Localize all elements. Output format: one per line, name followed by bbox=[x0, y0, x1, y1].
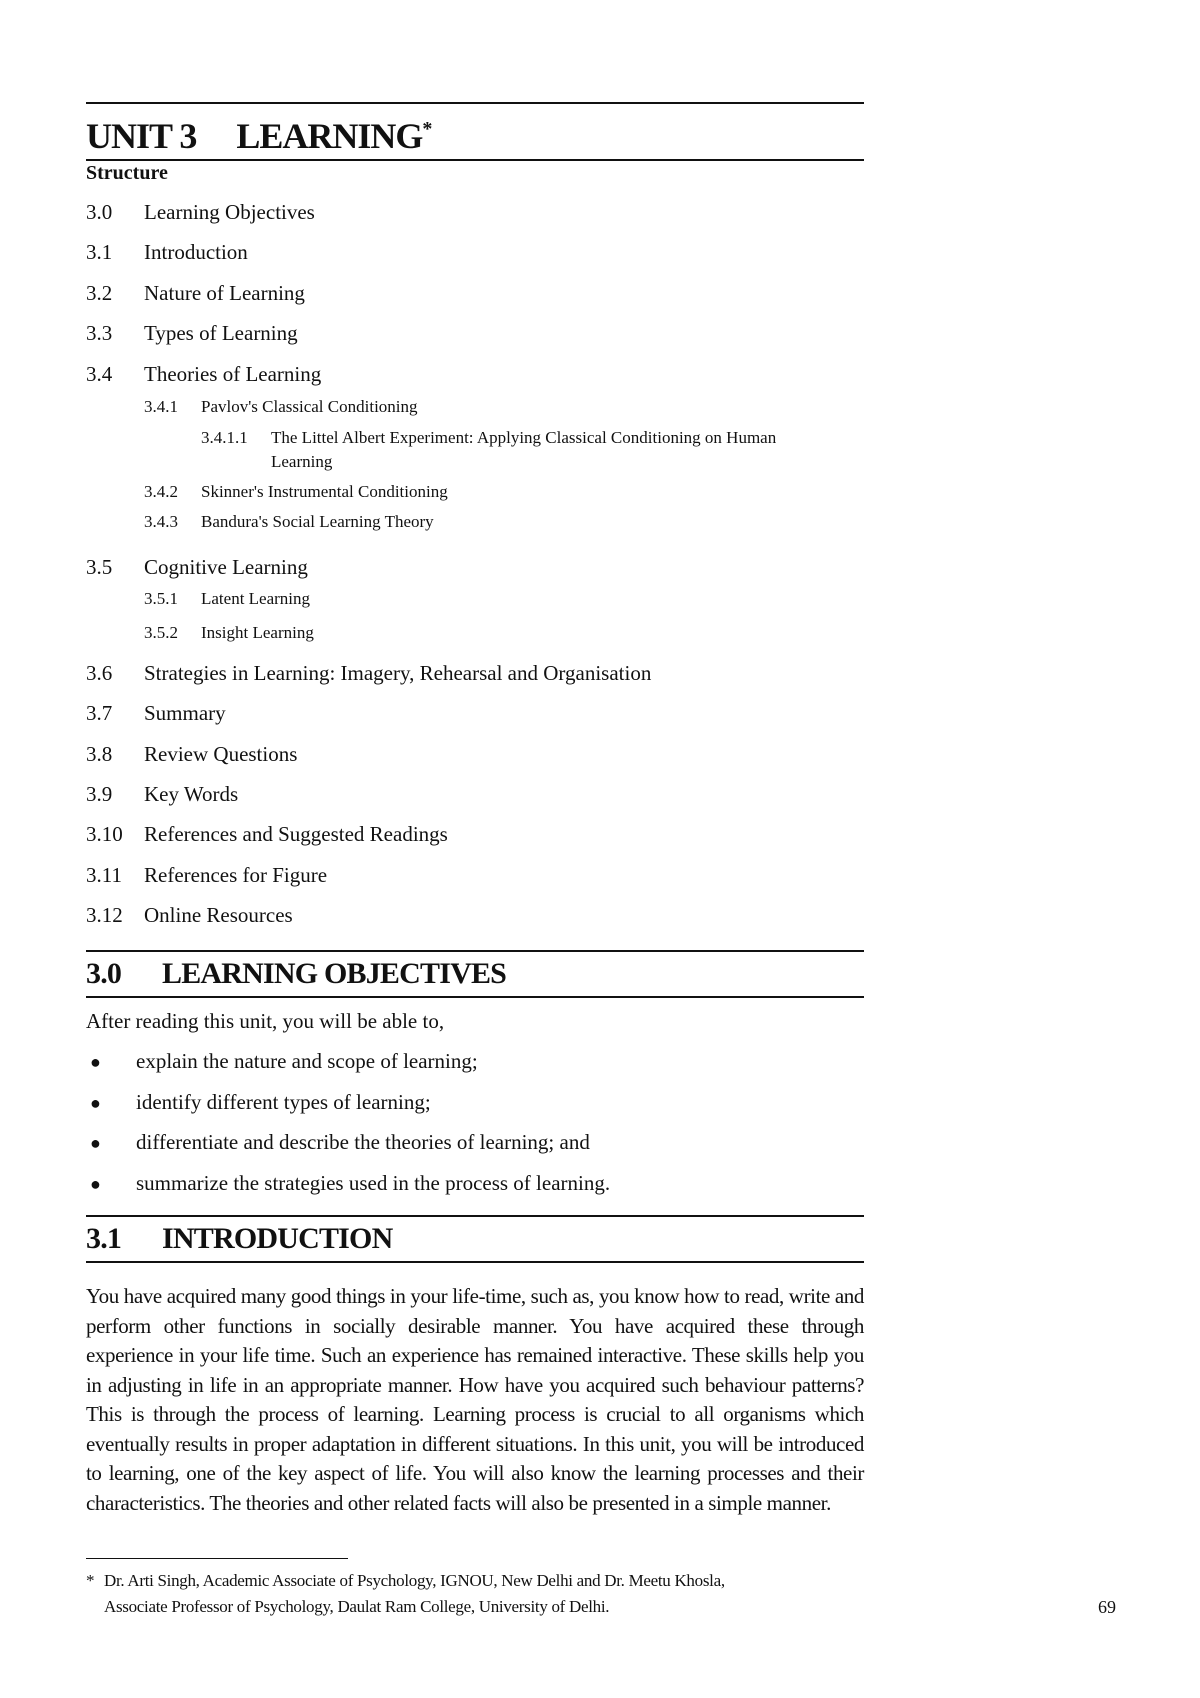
section-title: 3.0 LEARNING OBJECTIVES bbox=[86, 957, 507, 990]
toc-item: 3.5 Cognitive Learning bbox=[86, 555, 308, 579]
unit-number: UNIT 3 bbox=[86, 116, 197, 156]
toc-item: 3.2 Nature of Learning bbox=[86, 281, 305, 305]
toc-item: 3.9 Key Words bbox=[86, 782, 239, 806]
toc-subitem: 3.4.3 Bandura's Social Learning Theory bbox=[144, 512, 434, 531]
unit-heading bbox=[86, 102, 864, 161]
toc-subitem: 3.5.1 Latent Learning bbox=[144, 589, 311, 608]
page-number: 69 bbox=[1098, 1597, 1116, 1617]
objective-item: ● summarize the strategies used in the process of learning. bbox=[90, 1171, 611, 1195]
footnote-mark: * bbox=[86, 1571, 95, 1590]
introduction-paragraph: You have acquired many good things in your life-time, such as, you know how to read, write and perform other functions in socially desirable manner. You have acquired these through experience in your life time. Such an experience has remained interactive. These skills help you in adjusting in life in an appropriate manner. How have you acquired such behaviour patterns? This is through the process of learning. Learning process is crucial to all organisms which eventually results in proper adaptation in different situations. In this unit, you will be introduced to learning, one of the key aspect of life. You will also know the learning processes and their characteristics. The theories and other related facts will also be presented in a simple manner. bbox=[86, 1284, 864, 1515]
toc-item: 3.3 Types of Learning bbox=[86, 321, 298, 345]
toc-subitem: 3.4.1 Pavlov's Classical Conditioning bbox=[144, 397, 418, 416]
toc-item: 3.7 Summary bbox=[86, 701, 226, 725]
structure-label: Structure bbox=[86, 162, 168, 184]
toc-item: 3.4 Theories of Learning bbox=[86, 362, 322, 386]
toc-item: 3.1 Introduction bbox=[86, 240, 248, 264]
toc-item: 3.10 References and Suggested Readings bbox=[86, 822, 448, 846]
unit-footnote-mark: * bbox=[422, 118, 432, 140]
toc-subsubitem: 3.4.1.1 The Littel Albert Experiment: Applying Classical Conditioning on Human Learning bbox=[201, 428, 777, 471]
introduction-heading bbox=[86, 1215, 864, 1263]
toc-subitem: 3.5.2 Insight Learning bbox=[144, 623, 314, 642]
unit-title bbox=[86, 104, 864, 159]
toc-item: 3.12 Online Resources bbox=[86, 903, 293, 927]
toc-subitem: 3.4.2 Skinner's Instrumental Conditioning bbox=[144, 482, 448, 501]
section-title: 3.1 INTRODUCTION bbox=[86, 1222, 393, 1255]
objective-item: ● differentiate and describe the theories of learning; and bbox=[90, 1130, 590, 1154]
objective-item: ● explain the nature and scope of learning; bbox=[90, 1049, 478, 1073]
toc-item: 3.8 Review Questions bbox=[86, 742, 298, 766]
unit-name: LEARNING bbox=[236, 116, 423, 156]
objectives-heading bbox=[86, 950, 864, 998]
objectives-intro: After reading this unit, you will be able to, bbox=[86, 1009, 445, 1033]
footnote: * Dr. Arti Singh, Academic Associate of Psychology, IGNOU, New Delhi and Dr. Meetu Khosla, Associate Professor of Psychology, Daulat Ram College, University of Delhi. bbox=[86, 1568, 864, 1620]
bottom-rule bbox=[86, 159, 864, 161]
toc-item: 3.11 References for Figure bbox=[86, 863, 328, 887]
toc-item: 3.0 Learning Objectives bbox=[86, 200, 315, 224]
toc-item: 3.6 Strategies in Learning: Imagery, Rehearsal and Organisation bbox=[86, 661, 652, 685]
objective-item: ● identify different types of learning; bbox=[90, 1090, 431, 1114]
footnote-rule bbox=[86, 1558, 348, 1559]
